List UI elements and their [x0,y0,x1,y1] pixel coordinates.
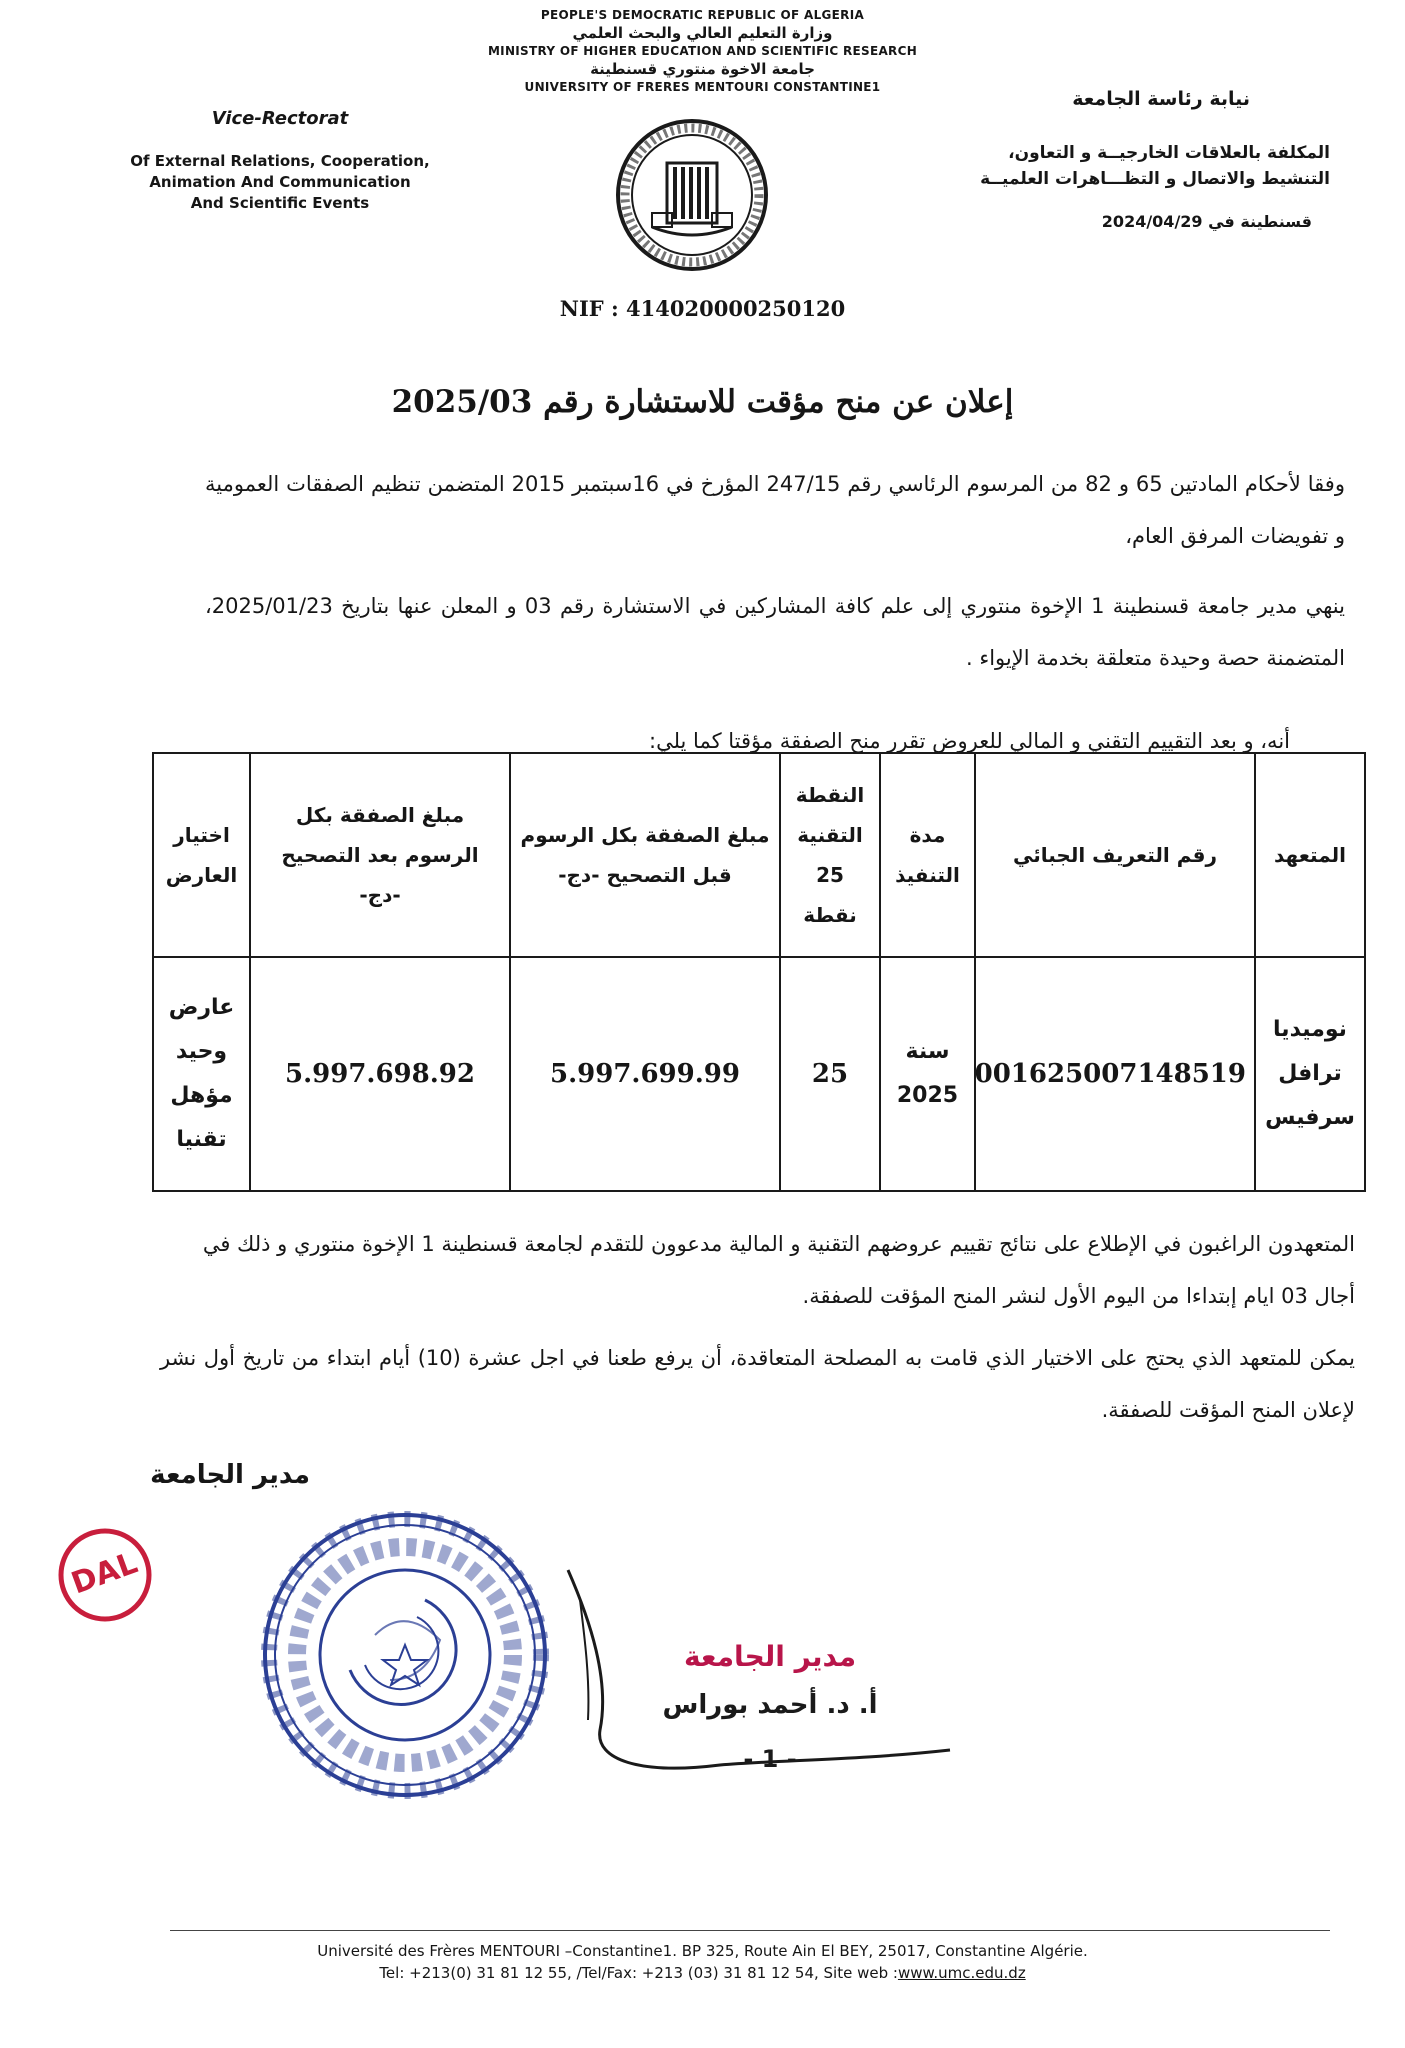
td-bidder: نوميديا ترافل سرفيس [1255,957,1365,1191]
footer-phones: Tel: +213(0) 31 81 12 55, /Tel/Fax: +213 (03) 31 81 12 54, Site web : [379,1964,898,1982]
letterhead-left [110,108,450,214]
vr-en-line-1: Of External Relations, Cooperation, [130,152,430,170]
letterhead-center [0,6,1405,96]
signatory-heading: مدير الجامعة [150,1460,310,1490]
document-date: قسنطينة في 2024/04/29 [1101,212,1312,231]
td-duration: سنة 2025 [880,957,975,1191]
republic-en: PEOPLE'S DEMOCRATIC REPUBLIC OF ALGERIA [540,8,865,22]
letterhead-right [890,88,1330,231]
vr-ar-title: نيابة رئاسة الجامعة [1072,88,1250,110]
dal-stamp-text: DAL [66,1545,143,1602]
vice-rectorat-title: Vice-Rectorat [211,108,349,129]
award-table [152,752,1366,1192]
vr-ar-line-1: المكلفة بالعلاقات الخارجيــة و التعاون، [1008,143,1330,163]
td-tech-score: 25 [780,957,880,1191]
vr-en-line-3: And Scientific Events [190,194,370,212]
th-selection: اختيار العارض [153,753,250,957]
th-amount-after: مبلغ الصفقة بكل الرسوم بعد التصحيح -دج- [250,753,510,957]
stamp-title: مدير الجامعة [683,1640,857,1673]
ministry-ar: وزارة التعليم العالي والبحث العلمي [572,24,833,42]
dal-stamp-icon [55,1525,155,1625]
university-logo-icon [612,115,772,275]
paragraph-legal-basis: وفقا لأحكام المادتين 65 و 82 من المرسوم الرئاسي رقم 247/15 المؤرخ في 16سبتمبر 2015 المتضمن تنظيم الصفقات العمومية و تفويضات المرفق العام، [205,472,1345,548]
th-amount-before: مبلغ الصفقة بكل الرسوم قبل التصحيح -دج- [510,753,780,957]
td-tax-id: 001625007148519 [975,957,1255,1191]
university-en: UNIVERSITY OF FRERES MENTOURI CONSTANTINE1 [524,80,881,94]
paragraph-consultation: المتعهدون الراغبون في الإطلاع على نتائج تقييم عروضهم التقنية و المالية مدعوون للتقدم لجامعة قسنطينة 1 الإخوة منتوري و ذلك في أجال 03 ايام إبتداءا من اليوم الأول لنشر المنح المؤقت للصفقة. [202,1232,1355,1308]
footer [0,1940,1405,1984]
th-bidder: المتعهد [1255,753,1365,957]
nif-number: NIF : 414020000250120 [559,296,846,321]
footer-address: Université des Frères MENTOURI –Constantine1. BP 325, Route Ain El BEY, 25017, Constantine Algérie. [317,1942,1088,1960]
paragraph-decision: أنه، و بعد التقييم التقني و المالي للعروض تقرر منح الصفقة مؤقتا كما يلي: [649,729,1290,753]
th-tax-id: رقم التعريف الجبائي [975,753,1255,957]
table-header-row [153,753,1365,957]
td-amount-after: 5.997.698.92 [250,957,510,1191]
th-duration: مدة التنفيذ [880,753,975,957]
footer-website-link[interactable]: www.umc.edu.dz [897,1964,1026,1982]
ministry-en: MINISTRY OF HIGHER EDUCATION AND SCIENTIFIC RESEARCH [487,44,918,58]
footer-contact [0,1962,1405,1984]
vr-ar-line-2: التنشيط والاتصال و التظـــاهرات العلميــة [980,169,1330,189]
footer-divider [170,1930,1330,1931]
page-number: - 1 - [743,1745,797,1773]
table-row [153,957,1365,1191]
th-tech-score: النقطة التقنية 25 نقطة [780,753,880,957]
signatory-name: أ. د. أحمد بوراس [662,1690,878,1720]
university-ar: جامعة الاخوة منتوري قسنطينة [590,60,815,78]
paragraph-appeal: يمكن للمتعهد الذي يحتج على الاختيار الذي قامت به المصلحة المتعاقدة، أن يرفع طعنا في اجل عشرة (10) أيام ابتداء من تاريخ أول نشر لإعلان المنح المؤقت للصفقة. [160,1346,1355,1422]
official-stamp-icon [255,1505,555,1805]
paragraph-notice: ينهي مدير جامعة قسنطينة 1 الإخوة منتوري إلى علم كافة المشاركين في الاستشارة رقم 03 و المعلن عنها بتاريخ 2025/01/23، المتضمنة حصة وحيدة متعلقة بخدمة الإيواء . [205,594,1345,670]
vr-en-line-2: Animation And Communication [149,173,411,191]
td-selection: عارض وحيد مؤهل تقنيا [153,957,250,1191]
td-amount-before: 5.997.699.99 [510,957,780,1191]
announcement-title: إعلان عن منح مؤقت للاستشارة رقم 2025/03 [391,384,1014,420]
